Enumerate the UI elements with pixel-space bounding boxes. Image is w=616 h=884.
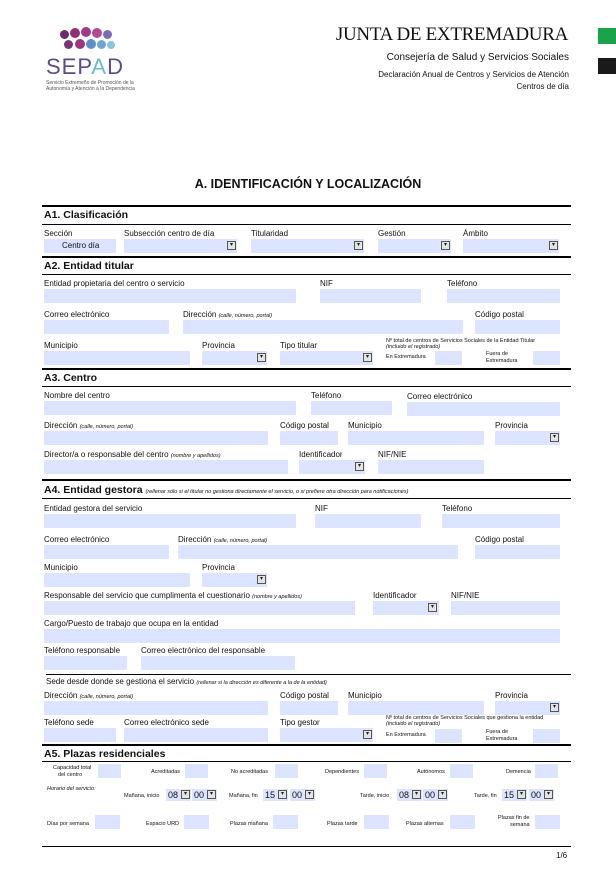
nombre-centro-field[interactable]: [44, 401, 296, 415]
correo-centro-label: Correo electrónico: [407, 392, 473, 401]
cargo-field[interactable]: [44, 629, 560, 643]
chevron-down-icon[interactable]: ▾: [278, 790, 287, 799]
nifnie-field[interactable]: [378, 460, 484, 474]
a3-heading: A3. Centro: [44, 372, 98, 384]
tel-sede-field[interactable]: [44, 728, 116, 742]
nifnie-label: NIF/NIE: [378, 450, 407, 459]
plazas-alternas-field[interactable]: [450, 815, 475, 829]
capacidad-label-1: Capacidad total: [53, 765, 92, 771]
municipio-sede-field[interactable]: [348, 701, 484, 715]
chevron-down-icon[interactable]: ▾: [549, 241, 558, 250]
dependientes-label: Dependientes: [325, 769, 359, 775]
correo-resp-field[interactable]: [141, 656, 295, 670]
correo-resp-label: Correo electrónico del responsable: [141, 646, 266, 655]
plazas-manana-label: Plazas mañana: [230, 821, 268, 827]
manana-inicio-hora-value: 08: [168, 790, 179, 800]
finsem-label-1: Plazas fin de: [498, 815, 530, 821]
tel-resp-field[interactable]: [44, 656, 127, 670]
no-acreditadas-label: No acreditadas: [231, 769, 268, 775]
manana-inicio-label: Mañana, inicio: [124, 793, 160, 799]
tarde-fin-min-value: 00: [531, 790, 542, 800]
tarde-fin-hora-value: 15: [504, 790, 515, 800]
demencia-label: Demencia: [506, 769, 531, 775]
dias-field[interactable]: [95, 815, 120, 829]
direccion-gestora-label: Dirección (calle, número, portal): [178, 535, 268, 544]
urd-label: Espacio URD: [146, 821, 180, 827]
correo-sede-label: Correo electrónico sede: [124, 718, 209, 727]
municipio-field[interactable]: [44, 351, 190, 365]
doc-subtitle: Centros de día: [516, 82, 569, 91]
black-square: [598, 58, 616, 74]
responsable-label: Responsable del servicio que cumplimenta el cuestionario (nombre y apellidos): [44, 591, 302, 600]
identificador-label: Identificador: [299, 450, 343, 459]
a5-heading: A5. Plazas residenciales: [44, 748, 166, 760]
chevron-down-icon[interactable]: ▾: [181, 790, 190, 799]
nif-label: NIF: [320, 279, 333, 288]
urd-field[interactable]: [184, 815, 209, 829]
acreditadas-label: Acreditadas: [151, 769, 181, 775]
nifnie-resp-label: NIF/NIE: [451, 591, 480, 600]
horario-label: Horario del servicio:: [47, 786, 96, 792]
tarde-inicio-label: Tarde, inicio: [360, 793, 390, 799]
sede-label: Sede desde donde se gestiona el servicio (rellenar si la dirección es diferente a la de la entidad): [46, 677, 327, 686]
telefono-field[interactable]: [447, 289, 560, 303]
correo-gestora-field[interactable]: [44, 545, 169, 559]
demencia-field[interactable]: [535, 764, 558, 778]
plazas-tarde-field[interactable]: [364, 815, 389, 829]
manana-fin-min-value: 00: [292, 790, 303, 800]
titularidad-select[interactable]: [251, 239, 364, 253]
chevron-down-icon[interactable]: ▾: [550, 433, 559, 442]
chevron-down-icon[interactable]: ▾: [517, 790, 526, 799]
fuera-gestora-label-1: Fuera de: [486, 729, 509, 735]
autonomos-label: Autónomos: [417, 769, 445, 775]
direccion-field[interactable]: [183, 320, 463, 334]
provincia-gestora-label: Provincia: [202, 563, 235, 572]
telefono-label: Teléfono: [447, 279, 478, 288]
seccion-label: Sección: [44, 229, 73, 238]
ambito-select[interactable]: [463, 239, 559, 253]
cp-gestora-label: Código postal: [475, 535, 524, 544]
chevron-down-icon[interactable]: ▾: [355, 462, 364, 471]
entidad-field[interactable]: [44, 289, 296, 303]
fuera-extremadura-field[interactable]: [533, 351, 560, 365]
total-centros-hint: (incluido el registrado): [386, 344, 441, 350]
gestion-label: Gestión: [378, 229, 406, 238]
en-extremadura-label: En Extremadura: [386, 354, 426, 360]
correo-label: Correo electrónico: [44, 310, 110, 319]
a1-heading: A1. Clasificación: [44, 209, 129, 221]
logo-subtitle-1: Servicio Extremeño de Promoción de la: [46, 80, 134, 86]
subseccion-label: Subsección centro de día: [124, 229, 215, 238]
municipio-label: Municipio: [44, 341, 78, 350]
tipo-titular-select[interactable]: [280, 351, 373, 365]
tipo-gestor-select[interactable]: [280, 728, 373, 742]
chevron-down-icon[interactable]: ▾: [354, 241, 363, 250]
finsem-label-2: semana: [510, 822, 530, 828]
chevron-down-icon[interactable]: ▾: [305, 790, 314, 799]
municipio-centro-field[interactable]: [348, 431, 484, 445]
no-acreditadas-field[interactable]: [275, 764, 298, 778]
municipio-gestora-label: Municipio: [44, 563, 78, 572]
telefono-gestora-label: Teléfono: [442, 504, 473, 513]
autonomos-field[interactable]: [450, 764, 473, 778]
nif-field[interactable]: [320, 289, 421, 303]
dias-label: Días por semana: [47, 821, 89, 827]
cp-centro-label: Código postal: [280, 421, 329, 430]
telefono-centro-label: Teléfono: [311, 391, 342, 400]
cargo-label: Cargo/Puesto de trabajo que ocupa en la entidad: [44, 619, 219, 628]
chevron-down-icon[interactable]: ▾: [363, 353, 372, 362]
telefono-centro-field[interactable]: [311, 401, 392, 415]
fuera-gestora-label-2: Extremadura: [486, 736, 518, 742]
nifnie-resp-field[interactable]: [451, 601, 560, 615]
tarde-fin-label: Tarde, fin: [474, 793, 497, 799]
municipio-gestora-field[interactable]: [44, 573, 190, 587]
direccion-centro-label: Dirección (calle, número, portal): [44, 421, 134, 430]
correo-field[interactable]: [44, 320, 169, 334]
nombre-centro-label: Nombre del centro: [44, 391, 110, 400]
plazas-tarde-label: Plazas tarde: [327, 821, 358, 827]
en-extremadura-gestora-label: En Extremadura: [386, 732, 426, 738]
direccion-centro-field[interactable]: [44, 431, 268, 445]
tipo-titular-label: Tipo titular: [280, 341, 318, 350]
chevron-down-icon[interactable]: ▾: [207, 790, 216, 799]
chevron-down-icon[interactable]: ▾: [257, 575, 266, 584]
chevron-down-icon[interactable]: ▾: [428, 603, 437, 612]
cp-sede-field[interactable]: [280, 701, 338, 715]
manana-fin-label: Mañana, fin: [229, 793, 258, 799]
chevron-down-icon[interactable]: ▾: [441, 241, 450, 250]
cp-sede-label: Código postal: [280, 691, 329, 700]
subseccion-select[interactable]: [124, 239, 237, 253]
chevron-down-icon[interactable]: ▾: [412, 790, 421, 799]
titularidad-label: Titularidad: [251, 229, 289, 238]
provincia-label: Provincia: [202, 341, 235, 350]
dependientes-field[interactable]: [364, 764, 387, 778]
page-title: A. IDENTIFICACIÓN Y LOCALIZACIÓN: [194, 177, 422, 191]
fuera-label-1: Fuera de: [486, 351, 509, 357]
cp-gestora-field[interactable]: [475, 545, 560, 559]
manana-inicio-min-value: 00: [194, 790, 205, 800]
provincia-sede-label: Provincia: [495, 691, 528, 700]
municipio-centro-label: Municipio: [348, 421, 382, 430]
director-label: Director/a o responsable del centro (nombre y apellidos): [44, 450, 221, 459]
entidad-label: Entidad propietaria del centro o servicio: [44, 279, 185, 288]
responsable-field[interactable]: [44, 601, 355, 615]
correo-sede-field[interactable]: [124, 728, 268, 742]
municipio-sede-label: Municipio: [348, 691, 382, 700]
manana-fin-hora-value: 15: [265, 790, 276, 800]
entidad-gestora-label: Entidad gestora del servicio: [44, 504, 143, 513]
capacidad-label-2: del centro: [58, 772, 83, 778]
total-centros-label: Nº total de centros de Servicios Sociales de la Entidad Titular: [386, 338, 536, 344]
en-extremadura-gestora-field[interactable]: [435, 729, 462, 743]
correo-gestora-label: Correo electrónico: [44, 535, 110, 544]
a4-heading: A4. Entidad gestora (rellenar sólo si el titular no gestiona directamente el servicio, o si prefiere otra dirección para notificaciones): [44, 484, 409, 496]
a2-heading: A2. Entidad titular: [44, 260, 134, 272]
tarde-inicio-min-value: 00: [425, 790, 436, 800]
tarde-inicio-hora-value: 08: [399, 790, 410, 800]
capacidad-field[interactable]: [98, 764, 121, 778]
nif-gestora-field[interactable]: [315, 514, 421, 528]
provincia-centro-label: Provincia: [495, 421, 528, 430]
chevron-down-icon[interactable]: ▾: [438, 790, 447, 799]
tipo-gestor-label: Tipo gestor: [280, 718, 320, 727]
nif-gestora-label: NIF: [315, 504, 328, 513]
org-name: JUNTA DE EXTREMADURA: [335, 24, 568, 45]
plazas-manana-field[interactable]: [273, 815, 298, 829]
fuera-extremadura-gestora-field[interactable]: [533, 729, 560, 743]
page-number: 1/6: [556, 851, 568, 860]
acreditadas-field[interactable]: [185, 764, 208, 778]
chevron-down-icon[interactable]: ▾: [227, 241, 236, 250]
plazas-alternas-label: Plazas alternas: [406, 821, 444, 827]
chevron-down-icon[interactable]: ▾: [363, 730, 372, 739]
direccion-label: Dirección (calle, número, portal): [183, 310, 273, 319]
cp-label: Código postal: [475, 310, 524, 319]
seccion-value: Centro día: [62, 241, 100, 250]
logo-text: SEPAD: [46, 54, 124, 79]
direccion-sede-label: Dirección (calle, número, portal): [44, 691, 134, 700]
plazas-finsem-field[interactable]: [535, 815, 560, 829]
tel-sede-label: Teléfono sede: [44, 718, 94, 727]
green-square: [598, 28, 616, 44]
ambito-label: Ámbito: [463, 229, 488, 238]
logo-subtitle-2: Autonomía y Atención a la Dependencia: [46, 86, 135, 92]
chevron-down-icon[interactable]: ▾: [550, 703, 559, 712]
chevron-down-icon[interactable]: ▾: [544, 790, 553, 799]
direccion-gestora-field[interactable]: [178, 545, 458, 559]
en-extremadura-field[interactable]: [435, 351, 462, 365]
dept-name: Consejería de Salud y Servicios Sociales: [386, 52, 569, 63]
chevron-down-icon[interactable]: ▾: [257, 353, 266, 362]
total-gestora-label: Nº total de centros de Servicios Sociales que gestiona la entidad: [386, 715, 544, 721]
tel-resp-label: Teléfono responsable: [44, 646, 121, 655]
direccion-sede-field[interactable]: [44, 701, 268, 715]
entidad-gestora-field[interactable]: [44, 514, 296, 528]
director-field[interactable]: [44, 460, 288, 474]
total-gestora-hint: (incluido el registrado): [386, 721, 441, 727]
correo-centro-field[interactable]: [407, 402, 560, 416]
cp-centro-field[interactable]: [280, 431, 338, 445]
fuera-label-2: Extremadura: [486, 358, 518, 364]
cp-field[interactable]: [475, 320, 560, 334]
identificador-resp-label: Identificador: [373, 591, 417, 600]
doc-title: Declaración Anual de Centros y Servicios de Atención: [378, 70, 569, 79]
telefono-gestora-field[interactable]: [442, 514, 560, 528]
